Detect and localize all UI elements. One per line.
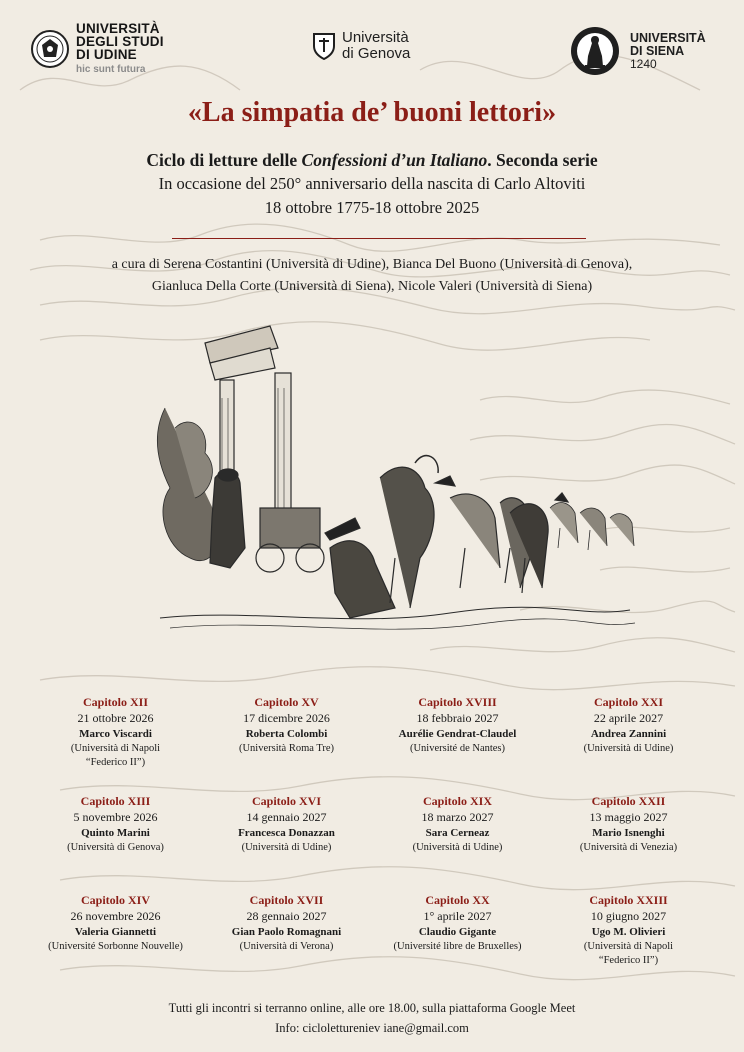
schedule-entry — [372, 892, 543, 991]
schedule-entry — [30, 793, 201, 892]
chapter-label: Capitolo XIX — [422, 794, 492, 808]
genova-line-2: di Genova — [342, 45, 411, 62]
siena-year: 1240 — [630, 56, 657, 71]
curators-line-1: a cura di Serena Costantini (Università di Udine), Bianca Del Buono (Università di Genova), — [111, 257, 633, 272]
lecture-date: 21 ottobre 2026 — [77, 711, 154, 725]
genova-line-1: Università — [342, 29, 409, 46]
speaker-affiliation-2: “Federico II”) — [598, 955, 659, 966]
engraving-illustration — [150, 318, 640, 653]
speaker-name: Sara Cerneaz — [425, 827, 490, 839]
footer-contact-email[interactable]: Info: ciclolettureniev iane@gmail.com — [275, 1021, 469, 1035]
udine-motto: hic sunt futura — [76, 64, 146, 75]
speaker-name: Marco Viscardi — [79, 728, 152, 740]
speaker-affiliation: (Università di Napoli — [70, 743, 161, 754]
speaker-name: Aurélie Gendrat-Claudel — [398, 728, 517, 740]
lecture-date: 22 aprile 2027 — [593, 711, 664, 725]
chapter-label: Capitolo XXI — [593, 695, 663, 709]
footer-online-note: Tutti gli incontri si terranno online, alle ore 18.00, sulla piattaforma Google Meet — [168, 1001, 576, 1015]
schedule-entry — [372, 793, 543, 892]
chapter-label: Capitolo XIV — [80, 893, 150, 907]
chapter-label: Capitolo XVII — [249, 893, 324, 907]
speaker-affiliation: (Università Roma Tre) — [238, 743, 335, 754]
chapter-label: Capitolo XV — [254, 695, 319, 709]
udine-line-1: UNIVERSITÀ — [76, 21, 160, 36]
schedule-entry — [30, 694, 201, 793]
schedule-entry — [372, 694, 543, 793]
speaker-name: Valeria Giannetti — [74, 926, 157, 938]
occasion-line: In occasione del 250° anniversario della nascita di Carlo Altoviti — [158, 174, 586, 193]
speaker-name: Claudio Gigante — [418, 926, 497, 938]
lecture-date: 26 novembre 2026 — [70, 909, 161, 923]
subtitle-block — [0, 148, 744, 220]
schedule-entry — [30, 892, 201, 991]
speaker-affiliation: (Université de Nantes) — [409, 743, 506, 754]
lecture-date: 14 gennaio 2027 — [246, 810, 327, 824]
chapter-label: Capitolo XXII — [591, 794, 666, 808]
speaker-affiliation: (Università di Udine) — [241, 842, 332, 853]
logo-universita-udine — [30, 22, 164, 75]
lecture-date: 10 giugno 2027 — [590, 909, 667, 923]
speaker-affiliation: (Università di Venezia) — [579, 842, 678, 853]
schedule-entry — [543, 793, 714, 892]
siena-line-1: UNIVERSITÀ — [630, 30, 706, 45]
schedule-entry — [201, 694, 372, 793]
logo-universita-siena — [570, 26, 706, 76]
lecture-date: 18 febbraio 2027 — [416, 711, 499, 725]
curators — [40, 254, 704, 298]
lecture-date: 18 marzo 2027 — [421, 810, 494, 824]
genova-shield-icon — [312, 32, 336, 60]
chapter-label: Capitolo XVI — [251, 794, 321, 808]
speaker-affiliation: (Università di Udine) — [583, 743, 674, 754]
chapter-label: Capitolo XVIII — [418, 695, 497, 709]
speaker-name: Gian Paolo Romagnani — [231, 926, 342, 938]
lecture-date: 5 novembre 2026 — [73, 810, 158, 824]
chapter-label: Capitolo XXIII — [589, 893, 668, 907]
speaker-affiliation: (Université Sorbonne Nouvelle) — [48, 941, 183, 952]
speaker-affiliation: (Université libre de Bruxelles) — [393, 941, 522, 952]
chapter-label: Capitolo XIII — [80, 794, 151, 808]
chapter-label: Capitolo XX — [425, 893, 490, 907]
subtitle — [0, 148, 744, 172]
subtitle-work: Confessioni d’un Italiano — [301, 150, 488, 170]
speaker-affiliation: (Università di Udine) — [412, 842, 503, 853]
page-title: «La simpatia de’ buoni lettori» — [187, 97, 557, 128]
speaker-name: Quinto Marini — [81, 827, 150, 839]
speaker-affiliation: (Università di Napoli — [583, 941, 674, 952]
lecture-date: 17 dicembre 2026 — [243, 711, 330, 725]
schedule-entry — [543, 892, 714, 991]
footer — [0, 998, 744, 1038]
schedule-row-3 — [30, 892, 714, 991]
speaker-name: Ugo M. Olivieri — [591, 926, 666, 938]
subtitle-suffix: . Seconda serie — [487, 150, 598, 170]
speaker-affiliation-2: “Federico II”) — [85, 757, 146, 768]
lecture-date: 1° aprile 2027 — [423, 909, 492, 923]
speaker-name: Francesca Donazzan — [238, 827, 335, 839]
speaker-name: Andrea Zannini — [590, 728, 667, 740]
subtitle-prefix: Ciclo di letture delle — [146, 150, 302, 170]
chapter-label: Capitolo XII — [82, 695, 148, 709]
udine-seal-icon — [30, 29, 70, 69]
lecture-schedule — [30, 694, 714, 991]
schedule-entry — [201, 793, 372, 892]
siena-line-2: DI SIENA — [630, 43, 685, 58]
anniversary-dates: 18 ottobre 1775-18 ottobre 2025 — [264, 198, 480, 217]
udine-line-3: DI UDINE — [76, 47, 137, 62]
udine-line-2: DEGLI STUDI — [76, 34, 164, 49]
speaker-name: Roberta Colombi — [245, 728, 328, 740]
schedule-row-2 — [30, 793, 714, 892]
logo-universita-genova — [312, 30, 410, 62]
schedule-entry — [201, 892, 372, 991]
lecture-date: 28 gennaio 2027 — [246, 909, 327, 923]
speaker-affiliation: (Università di Genova) — [67, 842, 164, 853]
title-divider — [172, 238, 586, 239]
schedule-row-1 — [30, 694, 714, 793]
speaker-affiliation: (Università di Verona) — [239, 941, 334, 952]
siena-seal-icon — [570, 26, 620, 76]
lecture-date: 13 maggio 2027 — [589, 810, 668, 824]
speaker-name: Mario Isnenghi — [592, 827, 665, 839]
schedule-entry — [543, 694, 714, 793]
curators-line-2: Gianluca Della Corte (Università di Siena), Nicole Valeri (Università di Siena) — [151, 279, 593, 294]
